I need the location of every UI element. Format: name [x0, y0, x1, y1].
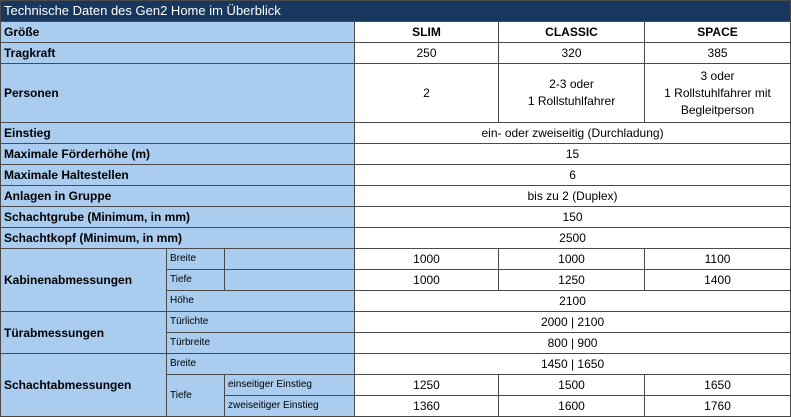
value-schacht-einseitig-classic: 1500 — [499, 375, 645, 396]
value-personen-classic — [499, 64, 645, 123]
sub-spacer — [225, 270, 355, 291]
value-tuer-breite: 800 | 900 — [355, 333, 791, 354]
row-schachtgrube — [1, 207, 791, 228]
label-personen: Personen — [1, 64, 355, 123]
row-schacht-breite — [1, 354, 791, 375]
value-kabine-hoehe: 2100 — [355, 291, 791, 312]
value-tuer-lichte: 2000 | 2100 — [355, 312, 791, 333]
row-tragkraft — [1, 43, 791, 64]
value-tragkraft-space: 385 — [645, 43, 791, 64]
value-tragkraft-slim: 250 — [355, 43, 499, 64]
row-einstieg — [1, 123, 791, 144]
label-schachtkopf: Schachtkopf (Minimum, in mm) — [1, 228, 355, 249]
value-kabine-breite-classic: 1000 — [499, 249, 645, 270]
value-personen-space — [645, 64, 791, 123]
header-space: SPACE — [645, 22, 791, 43]
value-kabine-tiefe-classic: 1250 — [499, 270, 645, 291]
sub-spacer — [225, 249, 355, 270]
sublabel-schacht-einseitig: einseitiger Einstieg — [225, 375, 355, 396]
sublabel-kabine-hoehe: Höhe — [167, 291, 355, 312]
header-classic: CLASSIC — [499, 22, 645, 43]
value-schacht-zweiseitig-classic: 1600 — [499, 396, 645, 417]
value-gruppe: bis zu 2 (Duplex) — [355, 186, 791, 207]
sublabel-schacht-tiefe: Tiefe — [167, 375, 225, 417]
personen-space-line1: 3 oder — [700, 68, 735, 83]
personen-space-line3: Begleitperson — [680, 102, 755, 117]
row-schachtkopf — [1, 228, 791, 249]
value-schacht-breite: 1450 | 1650 — [355, 354, 791, 375]
value-haltestellen: 6 — [355, 165, 791, 186]
label-tragkraft: Tragkraft — [1, 43, 355, 64]
sublabel-kabine-tiefe: Tiefe — [167, 270, 225, 291]
value-schachtkopf: 2500 — [355, 228, 791, 249]
value-kabine-tiefe-space: 1400 — [645, 270, 791, 291]
title-row — [1, 1, 791, 22]
label-einstieg: Einstieg — [1, 123, 355, 144]
value-kabine-breite-slim: 1000 — [355, 249, 499, 270]
row-tuer-lichte — [1, 312, 791, 333]
value-schachtgrube: 150 — [355, 207, 791, 228]
label-schacht: Schachtabmessungen — [1, 354, 167, 417]
sublabel-schacht-zweiseitig: zweiseitiger Einstieg — [225, 396, 355, 417]
header-label: Größe — [1, 22, 355, 43]
value-einstieg: ein- oder zweiseitig (Durchladung) — [355, 123, 791, 144]
personen-classic-line1: 2-3 oder — [549, 77, 594, 91]
sublabel-tuer-lichte: Türlichte — [167, 312, 355, 333]
row-personen — [1, 64, 791, 123]
table-title: Technische Daten des Gen2 Home im Überblick — [1, 1, 791, 22]
label-gruppe: Anlagen in Gruppe — [1, 186, 355, 207]
sublabel-schacht-breite: Breite — [167, 354, 355, 375]
value-schacht-zweiseitig-space: 1760 — [645, 396, 791, 417]
header-row — [1, 22, 791, 43]
value-schacht-zweiseitig-slim: 1360 — [355, 396, 499, 417]
row-kabine-breite — [1, 249, 791, 270]
row-haltestellen — [1, 165, 791, 186]
header-slim: SLIM — [355, 22, 499, 43]
value-kabine-breite-space: 1100 — [645, 249, 791, 270]
sublabel-tuer-breite: Türbreite — [167, 333, 355, 354]
row-gruppe — [1, 186, 791, 207]
personen-space-line2: 1 Rollstuhlfahrer mit — [664, 85, 771, 100]
value-tragkraft-classic: 320 — [499, 43, 645, 64]
row-foerderhoehe — [1, 144, 791, 165]
sublabel-kabine-breite: Breite — [167, 249, 225, 270]
value-personen-slim: 2 — [355, 64, 499, 123]
label-foerderhoehe: Maximale Förderhöhe (m) — [1, 144, 355, 165]
label-schachtgrube: Schachtgrube (Minimum, in mm) — [1, 207, 355, 228]
label-tuer: Türabmessungen — [1, 312, 167, 354]
value-kabine-tiefe-slim: 1000 — [355, 270, 499, 291]
personen-classic-line2: 1 Rollstuhlfahrer — [527, 94, 616, 108]
value-schacht-einseitig-slim: 1250 — [355, 375, 499, 396]
value-foerderhoehe: 15 — [355, 144, 791, 165]
label-kabine: Kabinenabmessungen — [1, 249, 167, 312]
label-haltestellen: Maximale Haltestellen — [1, 165, 355, 186]
value-schacht-einseitig-space: 1650 — [645, 375, 791, 396]
